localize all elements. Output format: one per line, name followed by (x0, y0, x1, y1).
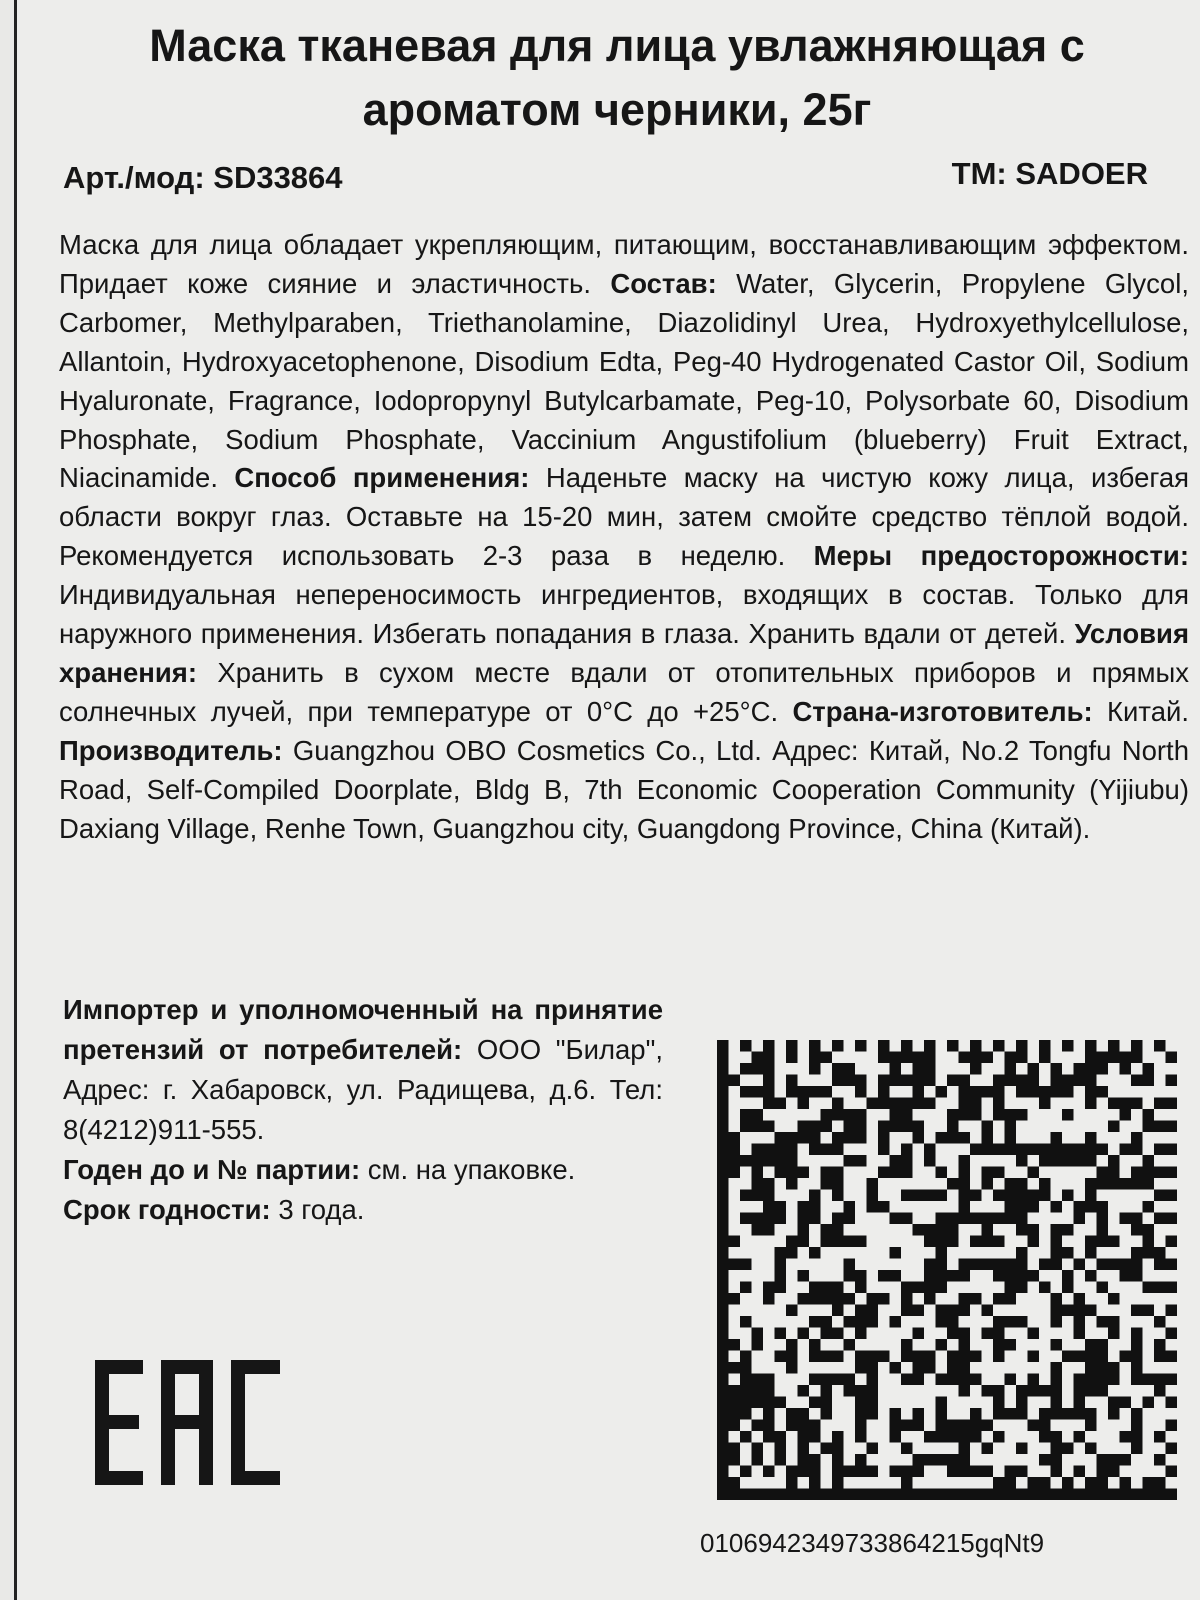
precautions-text: Индивидуальная непереносимость ингредиентов, входящих в состав. Только для наружного применения. Избегать попадания в глаза. Хранить вдали от детей. (59, 579, 1189, 650)
eac-logo-icon (95, 1360, 280, 1485)
expiry-text: см. на упаковке. (360, 1154, 576, 1185)
usage-text: Наденьте маску на чистую кожу лица, избегая области вокруг глаз. Оставьте на 15-20 мин, затем смойте средство тёплой водой. Рекомендуется использовать 2-3 раза в неделю. (59, 462, 1190, 572)
article-number: Арт./мод: SD33864 (63, 160, 343, 195)
shelf-life-label: Срок годности: (63, 1194, 271, 1225)
importer-info (63, 990, 663, 1150)
country-text: Китай. (1092, 695, 1190, 727)
description-text (59, 226, 1189, 849)
importer-label: Импортер и уполномоченный на принятие претензий от потребителей: (63, 994, 663, 1065)
shelf-life-info (63, 1190, 663, 1230)
datamatrix-code-icon (717, 1040, 1177, 1500)
storage-text: Хранить в сухом месте вдали от отопительных приборов и прямых солнечных лучей, при температуре от 0°С до +25°С. (59, 656, 1189, 727)
product-title: Маска тканевая для лица увлажняющая с ароматом черники, 25г (149, 20, 1085, 135)
description-intro: Маска для лица обладает укрепляющим, питающим, восстанавливающим эффектом. Придает коже сияние и эластичность. (59, 229, 1189, 299)
datamatrix-modules (717, 1040, 1177, 1500)
importer-text: ООО "Билар", Адрес: г. Хабаровск, ул. Радищева, д.6. Тел: 8(4212)911-555. (63, 1034, 663, 1145)
trademark: TM: SADOER (951, 156, 1148, 191)
composition-text: Water, Glycerin, Propylene Glycol, Carbomer, Methylparaben, Triethanolamine, Diazolidinyl Urea, Hydroxyethylcellulose, Allantoin, Hydroxyacetophenone, Disodium Edta, Peg-40 Hydrogenated Castor Oil, Sodium Hyaluronate, Fragrance, Iodopropynyl Butylcarbamate, Peg-10, Polysorbate 60, Disodium Phosphate, Sodium Phosphate, Vaccinium Angustifolium (blueberry) Fruit Extract, Niacinamide. (59, 267, 1189, 494)
composition-label: Состав: (610, 267, 717, 299)
importer-block (63, 990, 663, 1230)
product-label (14, 0, 1200, 1600)
storage-label: Условия хранения: (59, 618, 1189, 688)
country-label: Страна-изготовитель: (792, 695, 1093, 727)
expiry-info (63, 1150, 663, 1190)
manufacturer-text: Guangzhou OBO Cosmetics Co., Ltd. Адрес: Китай, No.2 Tongfu North Road, Self-Compiled Doorplate, Bldg B, 7th Economic Cooperation Community (Yijiubu) Daxiang Village, Renhe Town, Guangzhou city, Guangdong Province, China (Китай). (59, 734, 1189, 844)
shelf-life-text: 3 года. (270, 1194, 365, 1225)
usage-label: Способ применения: (234, 462, 530, 494)
manufacturer-label: Производитель: (59, 734, 283, 766)
expiry-label: Годен до и № партии: (63, 1154, 361, 1185)
precautions-label: Меры предосторожности: (813, 540, 1189, 572)
datamatrix-code-text: 0106942349733864215gqNt9 (700, 1528, 1045, 1558)
